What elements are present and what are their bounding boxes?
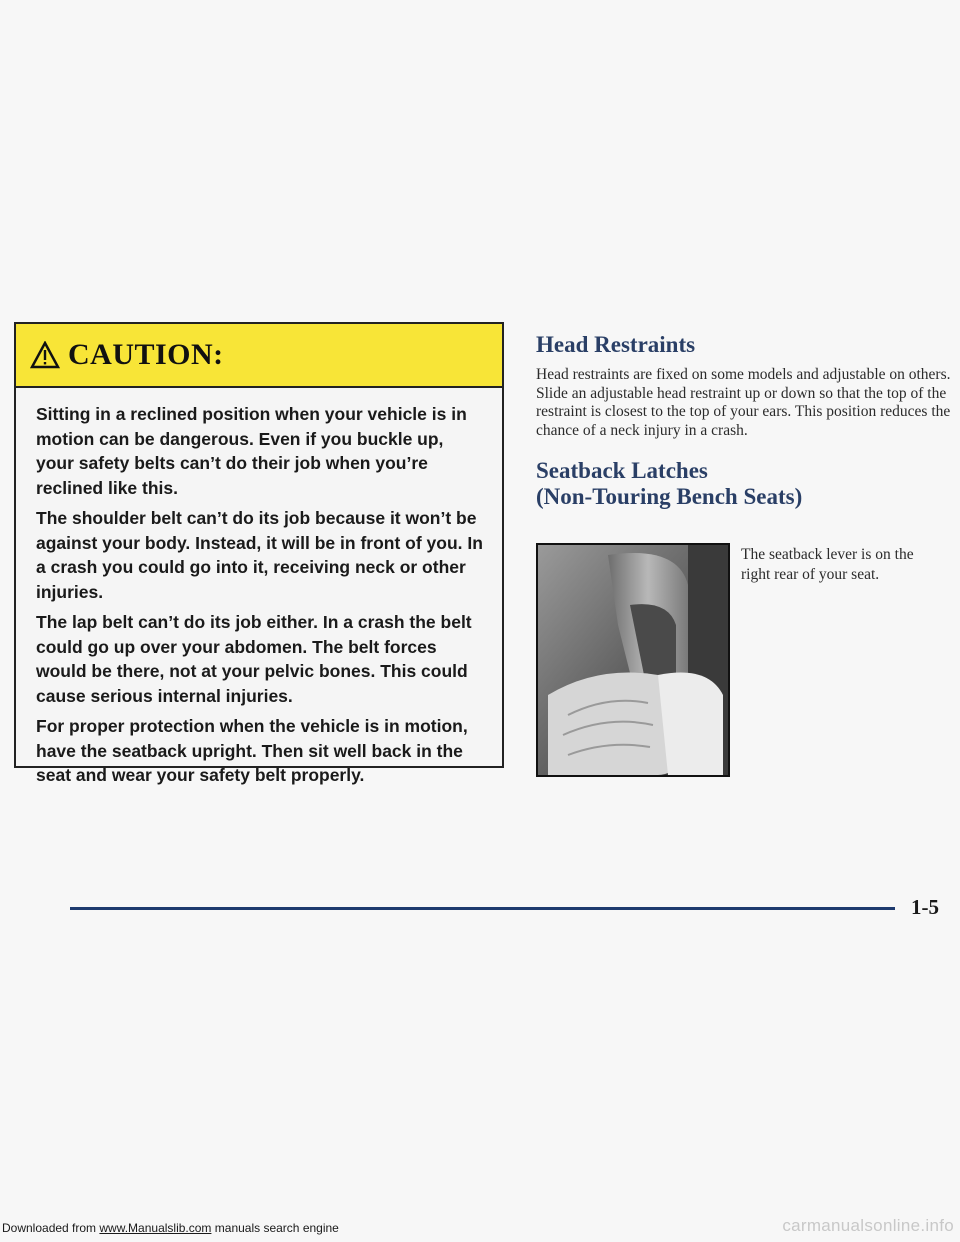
head-restraints-heading: Head Restraints [536,332,696,357]
warning-triangle-icon [30,341,60,369]
seatback-heading [536,458,952,510]
seatback-lever-photo [536,543,730,777]
page-number: 1-5 [911,895,939,919]
caution-paragraph: The shoulder belt can’t do its job because it won’t be against your body. Instead, it will be in front of you. In a crash you could go into it, receiving neck or other injuries. [36,508,483,602]
seatback-heading-line1: Seatback Latches [536,458,708,483]
caution-box [14,322,504,785]
seatback-heading-line2: (Non-Touring Bench Seats) [536,484,803,509]
caution-title: CAUTION: [68,338,224,371]
footer-rule [70,907,895,910]
photo-caption: The seatback lever is on the right rear of your seat. [741,546,914,583]
caution-header [16,324,502,388]
caution-body [16,388,502,788]
downloaded-suffix: manuals search engine [211,1221,339,1235]
right-column [536,332,952,510]
downloaded-from-text [2,1221,339,1235]
watermark: carmanualsonline.info [782,1216,954,1235]
downloaded-prefix: Downloaded from [2,1221,100,1235]
head-restraints-text: Head restraints are fixed on some models and adjustable on others. Slide an adjustable head restraint up or down so that the top of the restraint is closest to the top of your ears. This position reduces the chance of a neck injury in a crash. [536,366,951,439]
caution-paragraph: The lap belt can’t do its job either. In a crash the belt could go up over your abdomen. The belt forces would be there, not at your pelvic bones. This could cause serious internal injuries. [36,612,472,706]
caution-paragraph: Sitting in a reclined position when your vehicle is in motion can be dangerous. Even if you buckle up, your safety belts can’t do their job when you’re reclined like this. [36,404,467,498]
manualslib-link[interactable]: www.Manualslib.com [99,1221,212,1235]
caution-paragraph: For proper protection when the vehicle is in motion, have the seatback upright. Then sit well back in the seat and wear your safety belt properly. [36,716,468,785]
